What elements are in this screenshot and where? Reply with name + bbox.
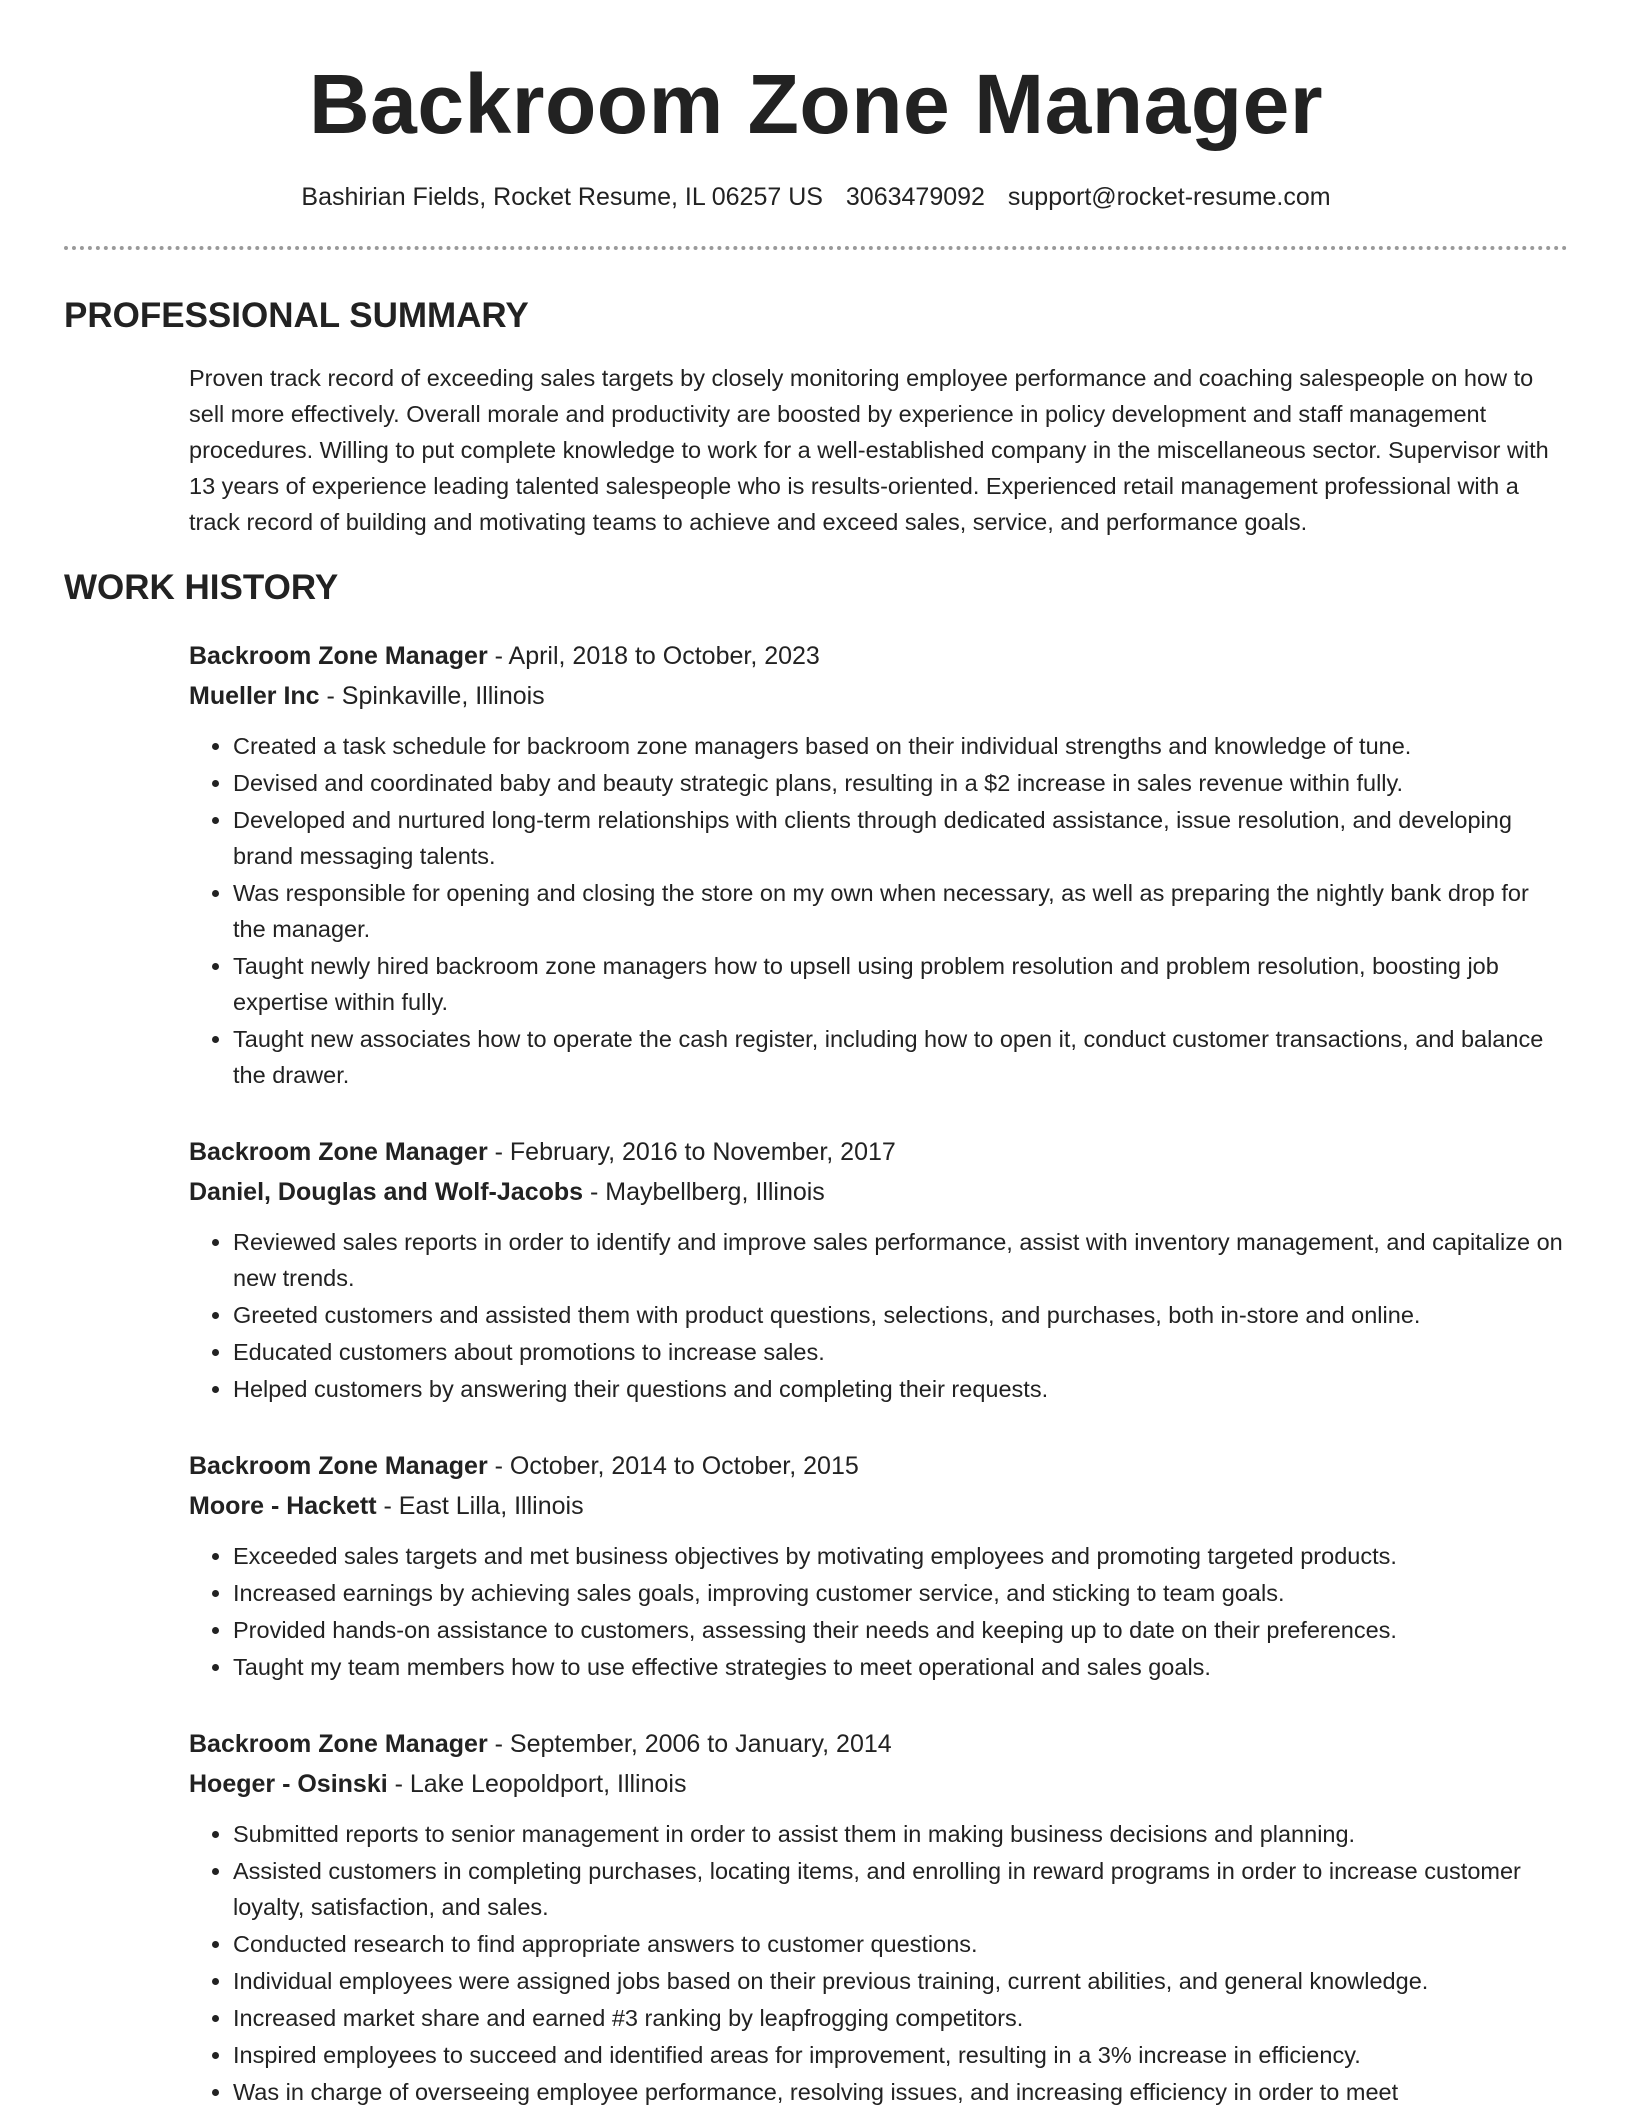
job-bullet: • Conducted research to find appropriate answers to customer questions. [233, 1926, 1568, 1963]
job-bullets [189, 1816, 1568, 2111]
job-bullet: • Greeted customers and assisted them with product questions, selections, and purchases, both in-store and online. [233, 1297, 1568, 1334]
job-bullet: • Exceeded sales targets and met business objectives by motivating employees and promoting targeted products. [233, 1538, 1568, 1575]
job-bullets [189, 1224, 1568, 1408]
job-bullet: • Taught my team members how to use effective strategies to meet operational and sales goals. [233, 1649, 1568, 1686]
section-title-work-history: WORK HISTORY [64, 568, 339, 607]
job-role: Backroom Zone Manager [189, 1730, 488, 1758]
job-role: Backroom Zone Manager [189, 1452, 488, 1480]
job-bullet: • Created a task schedule for backroom zone managers based on their individual strengths and knowledge of tune. [233, 728, 1568, 765]
job-dates: - February, 2016 to November, 2017 [487, 1138, 896, 1166]
contact-line [64, 182, 1568, 212]
job-bullet: • Reviewed sales reports in order to identify and improve sales performance, assist with inventory management, and capitalize on new trends. [233, 1224, 1568, 1297]
job-entry [189, 1724, 1568, 2111]
job-company: Moore - Hackett [189, 1492, 377, 1520]
job-entry [189, 636, 1568, 1094]
job-title-line [189, 1446, 1568, 1486]
section-title-summary: PROFESSIONAL SUMMARY [64, 296, 529, 335]
job-location: - East Lilla, Illinois [376, 1492, 584, 1520]
job-company: Daniel, Douglas and Wolf-Jacobs [189, 1178, 584, 1206]
job-bullet: • Was in charge of overseeing employee performance, resolving issues, and increasing efficiency in order to meet [233, 2074, 1568, 2111]
job-bullet: • Provided hands-on assistance to customers, assessing their needs and keeping up to date on their preferences. [233, 1612, 1568, 1649]
job-bullet: • Increased earnings by achieving sales goals, improving customer service, and sticking to team goals. [233, 1575, 1568, 1612]
summary-content [189, 360, 1568, 540]
job-dates: - April, 2018 to October, 2023 [487, 642, 820, 670]
job-location: - Maybellberg, Illinois [583, 1178, 825, 1206]
job-bullet: • Taught newly hired backroom zone managers how to upsell using problem resolution and problem resolution, boosting job expertise within fully. [233, 948, 1568, 1021]
job-bullet: • Helped customers by answering their questions and completing their requests. [233, 1371, 1568, 1408]
job-dates: - October, 2014 to October, 2015 [487, 1452, 859, 1480]
job-bullet: • Individual employees were assigned jobs based on their previous training, current abilities, and general knowledge. [233, 1963, 1568, 2000]
job-bullet: • Increased market share and earned #3 ranking by leapfrogging competitors. [233, 2000, 1568, 2037]
job-dates: - September, 2006 to January, 2014 [487, 1730, 892, 1758]
job-role: Backroom Zone Manager [189, 1138, 488, 1166]
resume-name: Backroom Zone Manager [308, 57, 1324, 151]
job-bullet: • Taught new associates how to operate the cash register, including how to open it, conduct customer transactions, and balance the drawer. [233, 1021, 1568, 1094]
resume-page [64, 0, 1568, 2111]
job-bullet: • Devised and coordinated baby and beauty strategic plans, resulting in a $2 increase in sales revenue within fully. [233, 765, 1568, 802]
job-bullets [189, 1538, 1568, 1686]
contact-phone: 3063479092 [845, 183, 985, 211]
job-company: Mueller Inc [189, 682, 320, 710]
work-history-content [189, 636, 1568, 2111]
job-entry [189, 1446, 1568, 1686]
job-company: Hoeger - Osinski [189, 1770, 388, 1798]
job-company-line [189, 676, 1568, 716]
job-title-line [189, 1724, 1568, 1764]
header-divider [64, 246, 1568, 250]
job-bullet: • Inspired employees to succeed and identified areas for improvement, resulting in a 3% increase in efficiency. [233, 2037, 1568, 2074]
job-bullets [189, 728, 1568, 1094]
job-entry [189, 1132, 1568, 1408]
job-location: - Spinkaville, Illinois [319, 682, 545, 710]
job-company-line [189, 1172, 1568, 1212]
job-title-line [189, 636, 1568, 676]
job-role: Backroom Zone Manager [189, 642, 488, 670]
job-bullet: • Submitted reports to senior management in order to assist them in making business decisions and planning. [233, 1816, 1568, 1853]
job-company-line [189, 1764, 1568, 1804]
job-company-line [189, 1486, 1568, 1526]
contact-address: Bashirian Fields, Rocket Resume, IL 06257 US [301, 183, 823, 211]
job-location: - Lake Leopoldport, Illinois [387, 1770, 687, 1798]
job-bullet: • Was responsible for opening and closing the store on my own when necessary, as well as preparing the nightly bank drop for the manager. [233, 875, 1568, 948]
job-title-line [189, 1132, 1568, 1172]
contact-email: support@rocket-resume.com [1007, 183, 1331, 211]
summary-text: Proven track record of exceeding sales targets by closely monitoring employee performance and coaching salespeople on how to sell more effectively. Overall morale and productivity are boosted by experience in policy development and staff management procedures. Willing to put complete knowledge to work for a well-established company in the miscellaneous sector. Supervisor with 13 years of experience leading talented salespeople who is results-oriented. Experienced retail management professional with a track record of building and motivating teams to achieve and exceed sales, service, and performance goals. [189, 365, 1549, 535]
job-bullet: • Developed and nurtured long-term relationships with clients through dedicated assistance, issue resolution, and developing brand messaging talents. [233, 802, 1568, 875]
job-bullet: • Educated customers about promotions to increase sales. [233, 1334, 1568, 1371]
job-bullet: • Assisted customers in completing purchases, locating items, and enrolling in reward programs in order to increase customer loyalty, satisfaction, and sales. [233, 1853, 1568, 1926]
